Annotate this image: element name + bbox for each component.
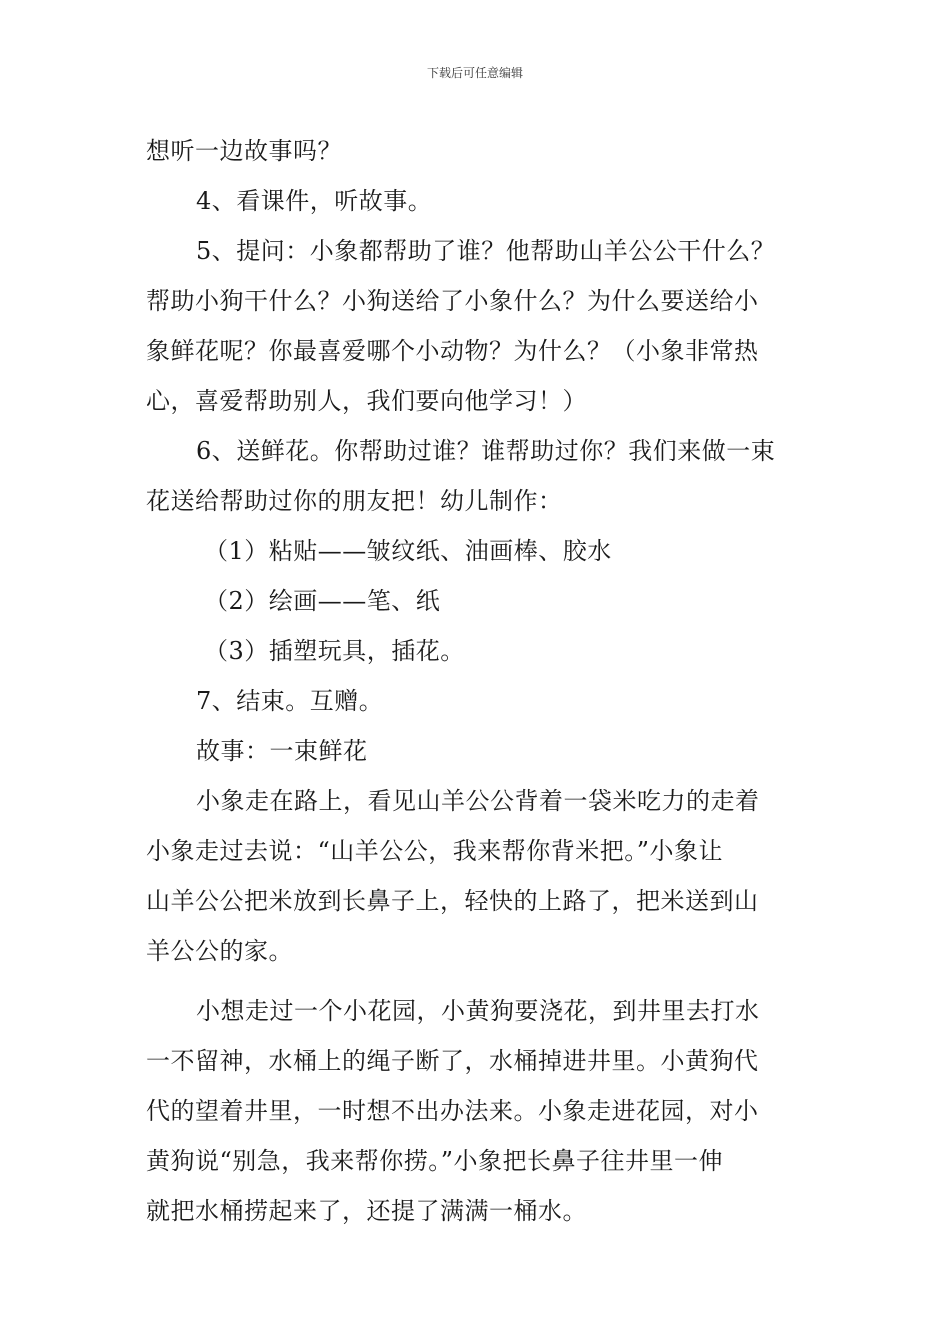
text-line: 黄狗说“别急，我来帮你捞。”小象把长鼻子往井里一伸 bbox=[146, 1147, 724, 1175]
text-line: 帮助小狗干什么？小狗送给了小象什么？为什么要送给小 bbox=[146, 287, 759, 315]
text-line: 4、看课件，听故事。 bbox=[196, 187, 433, 215]
text-line: 5、提问：小象都帮助了谁？他帮助山羊公公干什么？ bbox=[196, 237, 776, 265]
text-line: 小象走过去说：“山羊公公，我来帮你背米把。”小象让 bbox=[146, 837, 724, 865]
text-line: 一不留神，水桶上的绳子断了，水桶掉进井里。小黄狗代 bbox=[146, 1047, 759, 1075]
text-line: 心，喜爱帮助别人，我们要向他学习！） bbox=[146, 387, 587, 415]
paragraph-gap bbox=[146, 976, 806, 986]
text-line: 小象走在路上，看见山羊公公背着一袋米吃力的走着 bbox=[196, 787, 760, 815]
text-line: 山羊公公把米放到长鼻子上，轻快的上路了，把米送到山 bbox=[146, 887, 759, 915]
text-line: 象鲜花呢？你最喜爱哪个小动物？为什么？（小象非常热 bbox=[146, 337, 759, 365]
text-line: （1）粘贴——皱纹纸、油画棒、胶水 bbox=[204, 537, 612, 565]
text-line: 7、结束。互赠。 bbox=[196, 687, 384, 715]
page-header: 下载后可任意编辑 bbox=[426, 66, 523, 80]
text-line: 故事：一束鲜花 bbox=[196, 737, 368, 765]
text-line: 想听一边故事吗？ bbox=[146, 137, 342, 165]
document-body bbox=[146, 126, 806, 1236]
text-line: （2）绘画——笔、纸 bbox=[204, 587, 441, 615]
text-line: 羊公公的家。 bbox=[146, 937, 293, 965]
text-line: 就把水桶捞起来了，还提了满满一桶水。 bbox=[146, 1197, 587, 1225]
text-line: 6、送鲜花。你帮助过谁？谁帮助过你？我们来做一束 bbox=[196, 437, 776, 465]
text-line: （3）插塑玩具，插花。 bbox=[204, 637, 465, 665]
text-line: 花送给帮助过你的朋友把！幼儿制作： bbox=[146, 487, 563, 515]
text-line: 小想走过一个小花园，小黄狗要浇花，到井里去打水 bbox=[196, 997, 760, 1025]
text-line: 代的望着井里，一时想不出办法来。小象走进花园，对小 bbox=[146, 1097, 759, 1125]
